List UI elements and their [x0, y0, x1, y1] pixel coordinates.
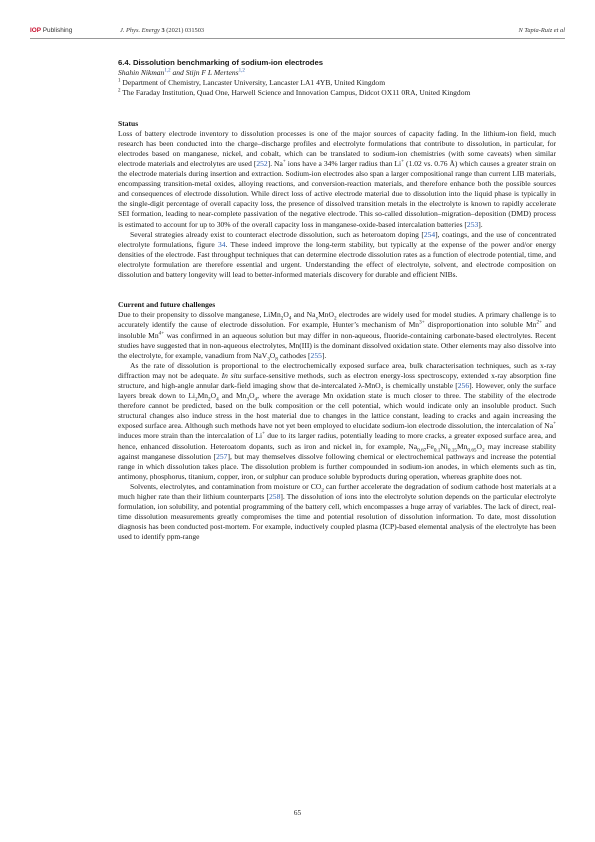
- challenges-paragraph-1: Due to their propensity to dissolve manganese, $LiMn_2O_4$ and $Na_xMnO_2$ electrodes are widely used for model studies. A primary challenge is to accurately identify the cause of electrode dissolution. For example, Hunter’s mechanism of $Mn^{3+}$ disproportionation into soluble $Mn^{2+}$ and insoluble $Mn^{4+}$ was confirmed in an aqueous solution but may differ in non-aqueous, fluoride-containing carbonate-based electrolytes. Recent studies have suggested that in non-aqueous electrolytes, Mn(III) is the dominant dissolved oxidation state. Other elements may also dissolve into the electrolyte, for example, vanadium from $NaV_3O_8$ cathodes [255].: [118, 310, 556, 363]
- status-paragraph-1: Loss of battery electrode inventory to dissolution processes is one of the major sources of capacity fading. In the lithium-ion field, much research has been conducted into the charge–discharge profiles and electrolyte formulations that contribute to dissolution, in particular, for electrodes based on manganese, nickel, and cobalt, which can be translated to sodium-ion chemistries (with some caveats) when similar electrode materials and electrolytes are used [252]. Na+ ions have a 34% larger radius than Li+ (1.02 vs. 0.76 Å) which causes a greater strain on the electrode materials during insertion and extraction. Sodium-ion electrodes also span a larger compositional range than current LIB materials, encompassing transition-metal oxides, alloying reactions, and conversion-reaction materials, and therefore enhance both the possible sources and consequences of electrode dissolution. While direct loss of active electrode material due to dissolution into the liquid phase is typically in the single-digit percentage of overall capacity loss, the presence of dissolved transition metals in the electrolyte is known to rapidly accelerate SEI formation, leading to near-complete passivation of the negative electrode. This so-called dissolution–migration–deposition (DMD) process is estimated to account for up to 30% of the overall capacity loss in manganese-oxide-based intercalation batteries [253].: [118, 128, 556, 229]
- status-heading: Status: [118, 118, 139, 128]
- challenges-paragraph-2: As the rate of dissolution is proportional to the electrochemically exposed surface area, bulk characterisation techniques, such as x-ray diffraction may not be adequate. In situ surface-sensitive methods, such as electron energy-loss spectroscopy, extended x-ray absorption fine structure, and high-angle annular dark-field imaging show that de-intercalated λ-MnO$_2$ is chemically unstable [256]. However, only the surface layers break down to $Li_2Mn_2O_4$ and $Mn_3O_4$, where the average Mn oxidation state is much closer to three. The stability of the electrode therefore cannot be predicted, based on the bulk composition or the cell potential, which would indicate only an insoluble product. Such structural changes also induce stress in the host material due to changes in the lattice constant, leading to cracks and again increasing the exposed surface area. Although such methods have not yet been employed to elucidate sodium-ion electrode dissolution, the intercalation of Na+ induces more strain than the intercalation of Li+ due to its larger radius, potentially leading to more cracks, a greater exposed surface area, and hence, enhanced dissolution. Heteroatom dopants, such as iron and nickel in, for example, $Na_{0.67}Fe_{0.1}Ni_{0.15}Mn_{0.65}O_2$ may increase stability against manganese dissolution [257], but may themselves dissolve following chemical or electrochemical pathways and increase the potential range in which dissolution takes place. The dissolution problem is further compounded in sodium-ion anodes, in which elements such as tin, antimony, phosphorus, titanium, copper, iron, or sulphur can produce soluble byproducts during operation, whereas graphite does not.: [118, 360, 556, 481]
- publisher-logo: IOP Publishing: [30, 27, 73, 34]
- article-body: [118, 58, 556, 543]
- affiliation-1: $^1$ Department of Chemistry, Lancaster University, Lancaster LA1 4YB, United Kingdom: [118, 78, 386, 88]
- challenges-paragraph-3: Solvents, electrolytes, and contamination from moisture or $CO_2$ can further accelerate the degradation of sodium cathode host materials at a much higher rate than their lithium counterparts [258]. The dissolution of ions into the electrolyte solution depends on the particular electrolyte formulation, ion solubility, and potential programming of the battery cell, which encompasses a huge array of variables. The lack of direct, real-time dissolution measurements greatly compromises the time and potential resolution of dissolution information. To date, most dissolution diagnosis has been conducted post-mortem. For example, inductively coupled plasma (ICP)-based elemental analysis of the electrolyte has been used to identify ppm-range: [118, 481, 556, 542]
- status-paragraph-2: Several strategies already exist to counteract electrode dissolution, such as heteroatom doping [254], coatings, and the use of concentrated electrolyte formulations, figure 34. These indeed improve the long-term stability, but typically at the expense of the power and/or energy densities of the electrode. Fast throughput techniques that can determine electrode dissolution rates as a function of electrode potential, time, and electrolyte formulation are therefore essential and urgent. Understanding the effect of electrolyte, solvent, and electrode composition on dissolution and battery longevity will lead to better-informed materials discovery for durable and efficient NIBs.: [118, 229, 557, 279]
- page-number: 65: [293, 809, 302, 817]
- section-title: 6.4. Dissolution benchmarking of sodium-ion electrodes: [118, 58, 324, 67]
- journal-citation: J. Phys. Energy 3 (2021) 031503: [120, 27, 205, 34]
- running-author: N Tapia-Ruiz et al: [518, 27, 565, 34]
- affiliation-2: $^2$ The Faraday Institution, Quad One, Harwell Science and Innovation Campus, Didcot OX11 0RA, United Kingdom: [118, 88, 471, 98]
- header-rule: [30, 38, 565, 39]
- author-line: Shahin Nikman$^{1,2}$ and Stijn F L Mertens$^{1,2}$: [118, 68, 245, 78]
- challenges-heading: Current and future challenges: [118, 300, 216, 310]
- page-header: [30, 27, 565, 37]
